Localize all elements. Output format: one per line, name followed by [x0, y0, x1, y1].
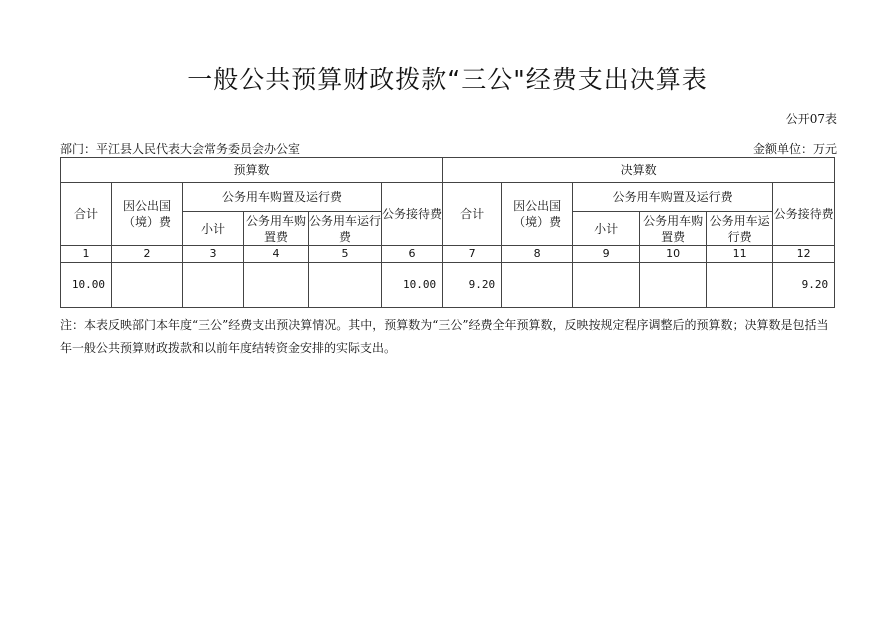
header-budget-reception: 公务接待费 [382, 183, 443, 246]
header-budget-abroad: 因公出国（境）费 [112, 183, 183, 246]
form-number: 公开07表 [785, 112, 837, 126]
column-number: 10 [640, 246, 707, 263]
table-row [61, 263, 835, 308]
budget-vehicle-running-cell [309, 263, 382, 308]
budget-abroad-cell [112, 263, 183, 308]
column-number: 12 [773, 246, 835, 263]
budget-total-cell: 10.00 [61, 263, 112, 308]
unit-label: 金额单位：万元 [752, 142, 837, 156]
header-budget-subtotal: 小计 [183, 212, 244, 246]
header-budget-vehicle-purchase: 公务用车购置费 [244, 212, 309, 246]
column-number: 9 [573, 246, 640, 263]
column-number: 2 [112, 246, 183, 263]
header-final-vehicle-group: 公务用车购置及运行费 [573, 183, 773, 212]
column-number: 5 [309, 246, 382, 263]
column-number: 1 [61, 246, 112, 263]
column-number: 4 [244, 246, 309, 263]
column-number: 7 [443, 246, 502, 263]
budget-vehicle-subtotal-cell [183, 263, 244, 308]
column-number: 6 [382, 246, 443, 263]
final-vehicle-running-cell [707, 263, 773, 308]
header-final-subtotal: 小计 [573, 212, 640, 246]
header-budget-vehicle-running: 公务用车运行费 [309, 213, 382, 244]
final-vehicle-purchase-cell [640, 263, 707, 308]
header-final-abroad: 因公出国（境）费 [502, 183, 573, 246]
header-budget: 预算数 [61, 158, 443, 183]
final-vehicle-subtotal-cell [573, 263, 640, 308]
header-final-vehicle-running: 公务用车运行费 [707, 212, 773, 246]
expenditure-table [60, 157, 835, 308]
header-final: 决算数 [443, 158, 835, 183]
department-label: 部门：平江县人民代表大会常务委员会办公室 [60, 142, 301, 156]
header-final-total: 合计 [443, 183, 502, 246]
header-budget-vehicle-group: 公务用车购置及运行费 [183, 183, 382, 212]
final-total-cell: 9.20 [443, 263, 502, 308]
final-reception-cell: 9.20 [773, 263, 835, 308]
budget-vehicle-purchase-cell [244, 263, 309, 308]
column-number-row [61, 246, 835, 263]
budget-reception-cell: 10.00 [382, 263, 443, 308]
column-number: 8 [502, 246, 573, 263]
header-budget-total: 合计 [61, 183, 112, 246]
footnote: 注：本表反映部门本年度“三公”经费支出预决算情况。其中，预算数为“三公”经费全年预算数，反映按规定程序调整后的预算数；决算数是包括当年一般公共预算财政拨款和以前年度结转资金安排的实际支出。 [60, 318, 829, 355]
header-final-reception: 公务接待费 [773, 183, 835, 246]
header-row-1 [61, 158, 835, 183]
header-row-2 [61, 183, 835, 212]
column-number: 11 [707, 246, 773, 263]
final-abroad-cell [502, 263, 573, 308]
page-title: 一般公共预算财政拨款“三公"经费支出决算表 [187, 65, 708, 94]
column-number: 3 [183, 246, 244, 263]
header-final-vehicle-purchase: 公务用车购置费 [640, 212, 707, 246]
